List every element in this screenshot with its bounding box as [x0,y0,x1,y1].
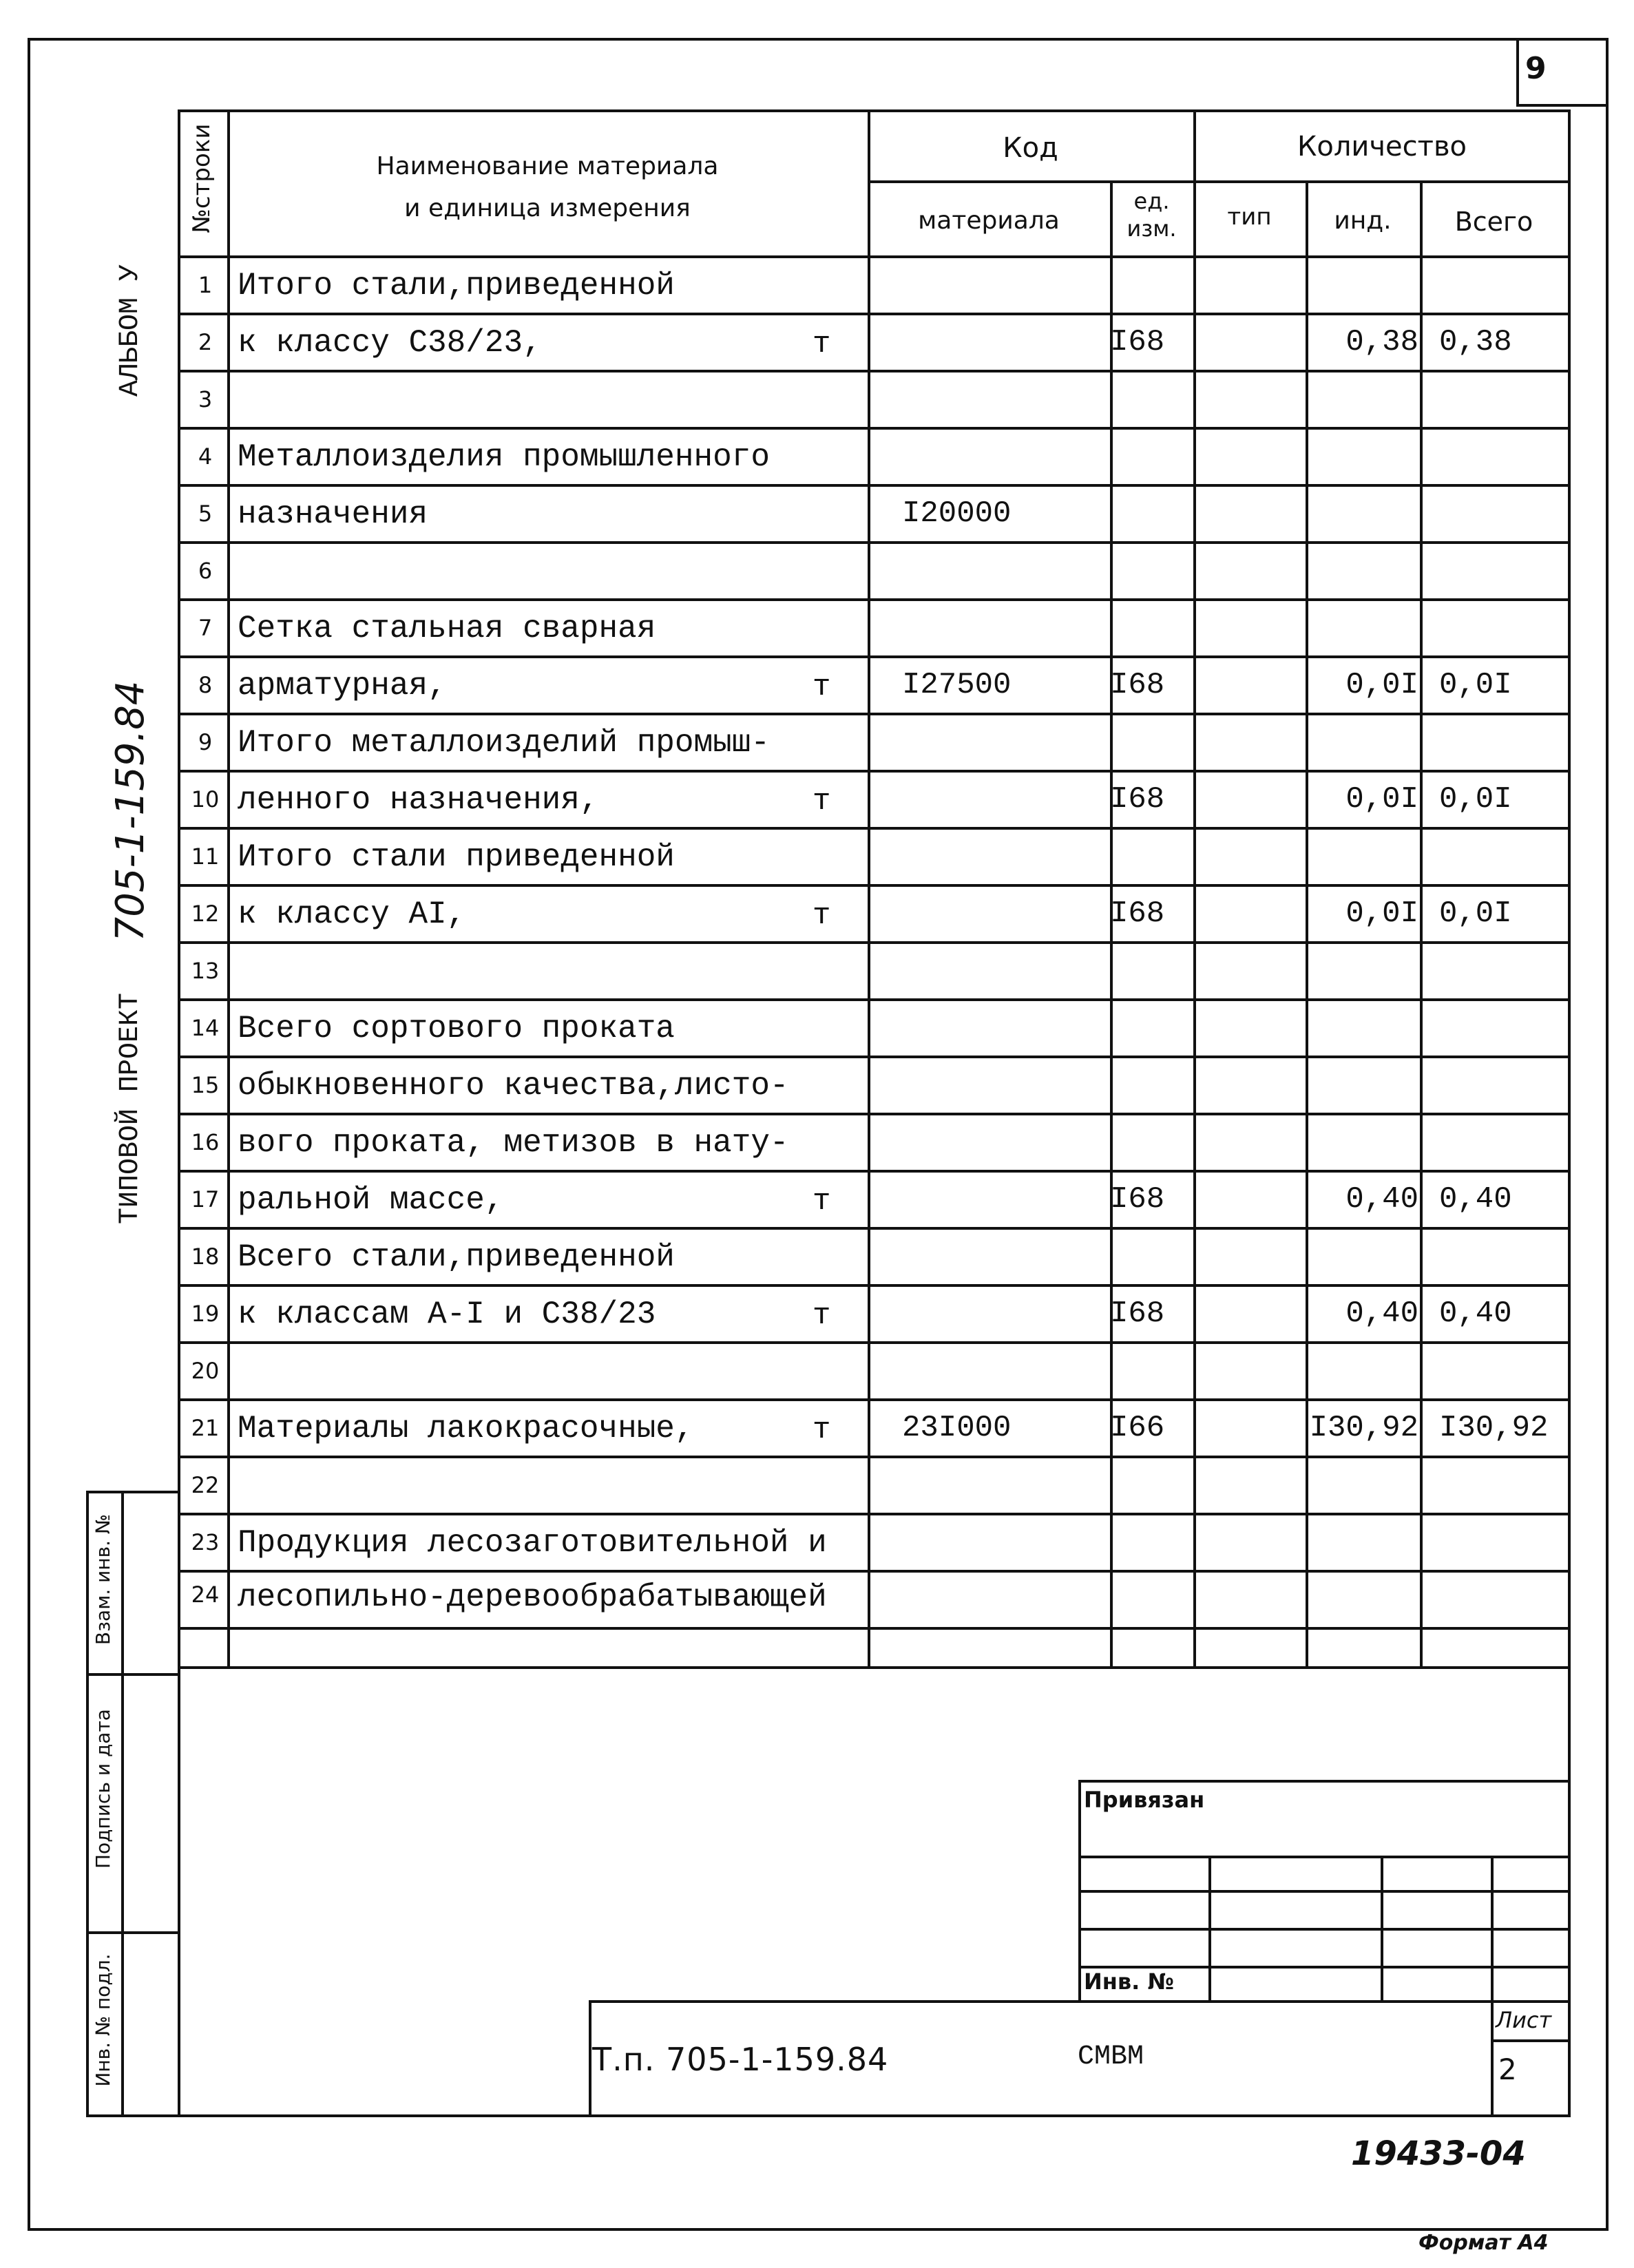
paper-format: Формат А4 [1418,2231,1549,2255]
stamp-original-inv: Инв. № подл. [92,1953,114,2087]
sheet-number: 2 [1498,2052,1517,2086]
title-block-line-3 [1078,1928,1571,1931]
header-material-code: материала [918,207,1060,235]
title-block-col-2 [1381,1856,1383,2000]
title-block-main-left [589,2000,591,2117]
title-block-line-2 [1078,1890,1571,1893]
title-block-sheet-divider [1491,2039,1571,2042]
section-code: СМВМ [1078,2041,1144,2072]
frame-top [28,38,1609,41]
stamp-column-right [121,1491,124,2117]
inv-number-label: Инв. № [1084,1968,1174,1995]
frame-right [1606,38,1609,2231]
title-block-col-1 [1208,1856,1211,2000]
stamp-signature-date: Подпись и дата [92,1709,114,1869]
title-block-bound-top [1078,1780,1571,1783]
frame-left [28,38,30,2231]
header-name-line1: Наименование материала [376,152,719,180]
stamp-divider-2 [86,1931,180,1934]
header-total: Всего [1454,207,1533,237]
project-number-label: 705-1-159.84 [108,680,153,942]
header-ind: инд. [1334,207,1392,235]
header-unit-line1: ед. [1133,188,1170,214]
header-name-line2: и единица измерения [404,194,691,222]
header-type: тип [1227,203,1272,231]
title-block-col-3 [1491,1856,1494,2117]
archive-number: 19433-04 [1351,2134,1526,2173]
stamp-divider-1 [86,1673,180,1676]
page-number: 9 [1525,51,1547,86]
title-block-line-1 [1078,1856,1571,1858]
page-number-box-left [1516,38,1519,107]
header-quantity-group: Количество [1297,131,1467,162]
typical-project-label: ТИПОВОЙ ПРОЕКТ [115,992,146,1225]
form-bottom [86,2114,1571,2117]
stamp-replacement-inv: Взам. инв. № [92,1513,114,1646]
header-code-group: Код [1003,132,1058,164]
form-top [178,109,1571,112]
stamp-column-left [86,1491,89,2117]
bound-label: Привязан [1084,1787,1205,1813]
page-number-box-bottom [1516,104,1606,107]
sheet-label: Лист [1496,2007,1552,2033]
header-row-number: №строки [188,123,216,233]
title-block-main-top [589,2000,1571,2003]
document-code: Т.п. 705-1-159.84 [592,2041,889,2078]
frame-bottom [28,2228,1609,2231]
header-unit-line2: изм. [1127,216,1177,242]
album-label: АЛЬБОМ У [115,264,146,397]
stamp-top [86,1491,180,1493]
